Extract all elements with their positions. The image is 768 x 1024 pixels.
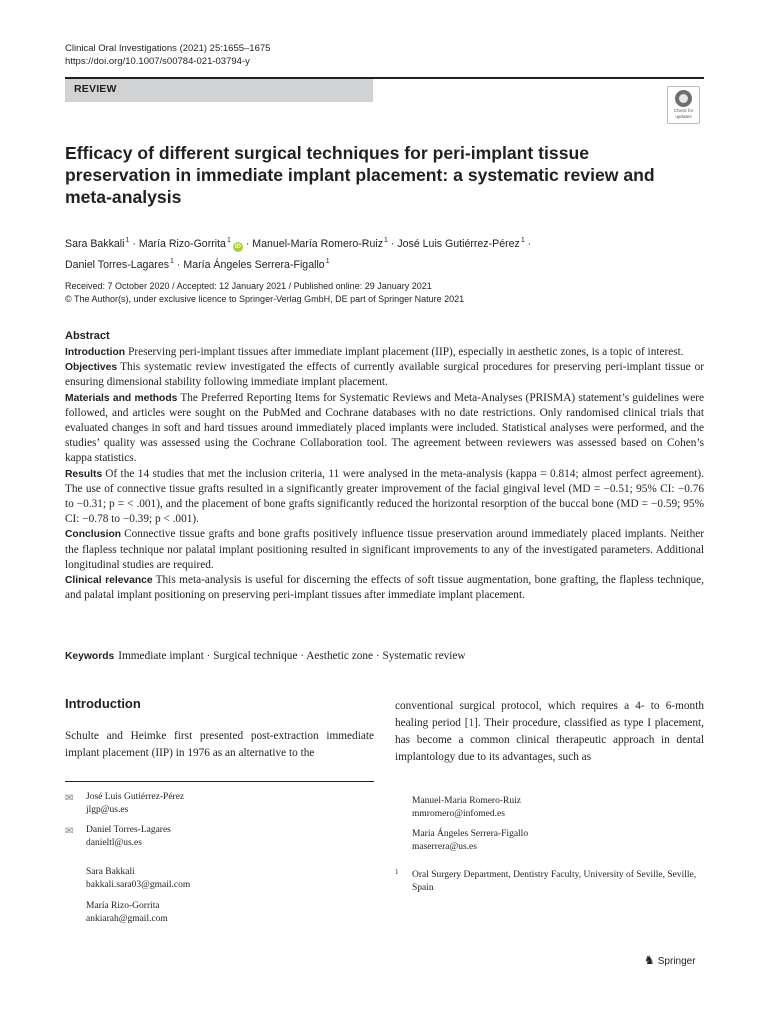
- author-contact: [412, 828, 528, 854]
- affiliation-marker: 1: [170, 258, 174, 265]
- introduction-right-column: [395, 698, 704, 766]
- check-updates-label: Check for updates: [673, 108, 694, 119]
- affiliation-marker: 1: [325, 258, 330, 265]
- envelope-icon: ✉: [65, 826, 74, 837]
- abstract-clinical-relevance: [65, 573, 704, 603]
- article-dates: [65, 280, 705, 306]
- author-name: José Luis Gutiérrez-Pérez: [86, 792, 185, 802]
- affiliation-marker: 1: [520, 237, 525, 244]
- author-separator: ·: [527, 238, 532, 250]
- abstract-section-text: This meta-analysis is useful for discerning the effects of soft tissue augmentation, bone grafting, the flapless technique, and palatal implant positioning on preserving peri-implant tissues after immediate implant placement.: [65, 574, 704, 602]
- publisher-name: Springer: [657, 956, 696, 967]
- abstract-section-label: Results: [65, 468, 103, 480]
- author-name[interactable]: Manuel-María Romero-Ruiz: [252, 238, 383, 250]
- introduction-heading: Introduction: [65, 696, 141, 711]
- abstract-heading: Abstract: [65, 330, 110, 342]
- orcid-icon[interactable]: iD: [234, 244, 241, 250]
- reference-link[interactable]: 1: [468, 717, 475, 729]
- abstract-section-text: The Preferred Reporting Items for Systematic Reviews and Meta-Analyses (PRISMA) statement’s guidelines were followed, and articles were sought on the PubMed and Cochrane databases with no date restrictions. Only randomised clinical trials that evaluated changes in soft and hard tissues around immediately placed implants were included. Statistical analyses were performed, and the studies’ quality was assessed using the Cochrane Collaboration tool. The agreement between reviewers was assessed based on Cohen’s kappa statistics.: [65, 391, 705, 465]
- copyright-notice: © The Author(s), under exclusive licence to Springer-Verlag GmbH, DE part of Springer Nature 2021: [65, 294, 465, 304]
- author-contact: [86, 900, 168, 926]
- footnote-rule: [65, 781, 374, 782]
- article-type-band: [65, 79, 373, 102]
- abstract-section-label: Materials and methods: [65, 392, 178, 404]
- author-name: María Ángeles Serrera-Figallo: [412, 829, 529, 839]
- affiliation-number: 1: [395, 868, 399, 876]
- abstract-objectives: [65, 360, 704, 390]
- corresponding-author-2: [86, 824, 171, 850]
- affiliation-text: Oral Surgery Department, Dentistry Faculty, University of Seville, Seville, Spain: [412, 870, 697, 893]
- abstract-section-label: Objectives: [65, 362, 118, 374]
- keywords-text: Immediate implant · Surgical technique · Aesthetic zone · Systematic review: [118, 650, 466, 662]
- publisher-logo: [644, 953, 696, 967]
- author-name: María Rizo-Gorrita: [86, 901, 160, 911]
- abstract-section-label: Clinical relevance: [65, 575, 153, 587]
- introduction-left-column: Schulte and Heimke first presented post-extraction immediate implant placement (IIP) in 1976 as an alternative to the: [65, 730, 374, 759]
- abstract-section-label: Conclusion: [65, 529, 122, 541]
- body-text: conventional surgical protocol, which requires a 4- to 6-month healing period [: [395, 700, 704, 729]
- author-name[interactable]: Daniel Torres-Lagares: [65, 259, 170, 271]
- affiliation-marker: 1: [384, 237, 388, 244]
- check-updates-icon: [675, 90, 692, 107]
- author-name[interactable]: María Ángeles Serrera-Figallo: [183, 259, 325, 271]
- abstract: [65, 329, 704, 603]
- abstract-section-text: Of the 14 studies that met the inclusion criteria, 11 were analysed in the meta-analysis (kappa = 0.814; almost perfect agreement). The use of connective tissue grafts resulted in a significantly greater improvement of the facial gingival level (MD = −0.51; 95% CI: −0.76 to −0.31; p = < .001), and the placement of bone grafts significantly reduced the horizontal resorption of the buccal bone (MD = −0.59; 95% CI: −0.78 to −0.39; p < .001).: [65, 467, 704, 526]
- abstract-methods: [65, 391, 704, 467]
- abstract-results: [65, 467, 704, 528]
- abstract-introduction: [65, 345, 704, 360]
- author-name[interactable]: María Rizo-Gorrita: [138, 238, 226, 250]
- body-text: ]. Their procedure, classified as type I placement, has become a common clinical therapeutic approach in dental implantology due to its advantages, such as: [395, 717, 704, 763]
- journal-citation: Clinical Oral Investigations (2021) 25:1655–1675: [65, 43, 271, 54]
- author-list: [65, 232, 705, 274]
- keywords: [65, 649, 705, 664]
- author-email[interactable]: maserrera@us.es: [412, 842, 477, 852]
- author-separator: ·: [245, 238, 250, 250]
- abstract-conclusion: [65, 527, 704, 573]
- check-for-updates-badge[interactable]: [667, 86, 700, 124]
- abstract-section-label: Introduction: [65, 347, 126, 358]
- author-email[interactable]: jlgp@us.es: [86, 805, 129, 815]
- corresponding-author-1: [86, 791, 184, 817]
- author-name: Manuel-María Romero-Ruiz: [412, 796, 521, 806]
- affiliation-marker: 1: [226, 237, 231, 244]
- springer-horse-icon: ♞: [644, 953, 655, 967]
- author-separator: ·: [390, 238, 395, 250]
- author-name[interactable]: José Luis Gutiérrez-Pérez: [397, 238, 520, 250]
- author-contact: [412, 795, 521, 821]
- article-title: Efficacy of different surgical techniques for peri-implant tissue preservation in immediate implant placement: a systematic review and meta-analysis: [65, 143, 655, 207]
- abstract-section-text: Preserving peri-implant tissues after immediate implant placement (IIP), especially in aesthetic zones, is a topic of interest.: [128, 346, 684, 358]
- author-name[interactable]: Sara Bakkali: [65, 238, 125, 250]
- author-separator: ·: [132, 238, 136, 250]
- author-email[interactable]: bakkali.sara03@gmail.com: [86, 880, 191, 890]
- article-type-label: REVIEW: [74, 83, 117, 95]
- author-separator: ·: [176, 259, 181, 271]
- author-name: Daniel Torres-Lagares: [86, 825, 171, 835]
- envelope-icon: ✉: [65, 793, 74, 804]
- doi-link[interactable]: https://doi.org/10.1007/s00784-021-03794-y: [65, 56, 250, 67]
- author-email[interactable]: mmromero@infomed.es: [412, 809, 505, 819]
- publication-history: Received: 7 October 2020 / Accepted: 12 January 2021 / Published online: 29 January 2021: [65, 281, 432, 291]
- author-email[interactable]: ankiarah@gmail.com: [86, 914, 168, 924]
- author-email[interactable]: danieltl@us.es: [86, 838, 142, 848]
- affiliation-marker: 1: [125, 237, 130, 244]
- author-contact: [86, 866, 190, 892]
- abstract-section-text: Connective tissue grafts and bone grafts positively influence tissue preservation around immediately placed implants. Neither the flapless technique nor palatal implant positioning resulted in significant improvements to any of the investigated parameters. Additional longitudinal studies are required.: [65, 528, 704, 571]
- abstract-section-text: This systematic review investigated the effects of currently available surgical procedures for preserving peri-implant tissue or ensuring dimensional stability following immediate implant placement.: [65, 361, 704, 389]
- keywords-label: Keywords: [65, 651, 115, 662]
- author-name: Sara Bakkali: [86, 867, 135, 877]
